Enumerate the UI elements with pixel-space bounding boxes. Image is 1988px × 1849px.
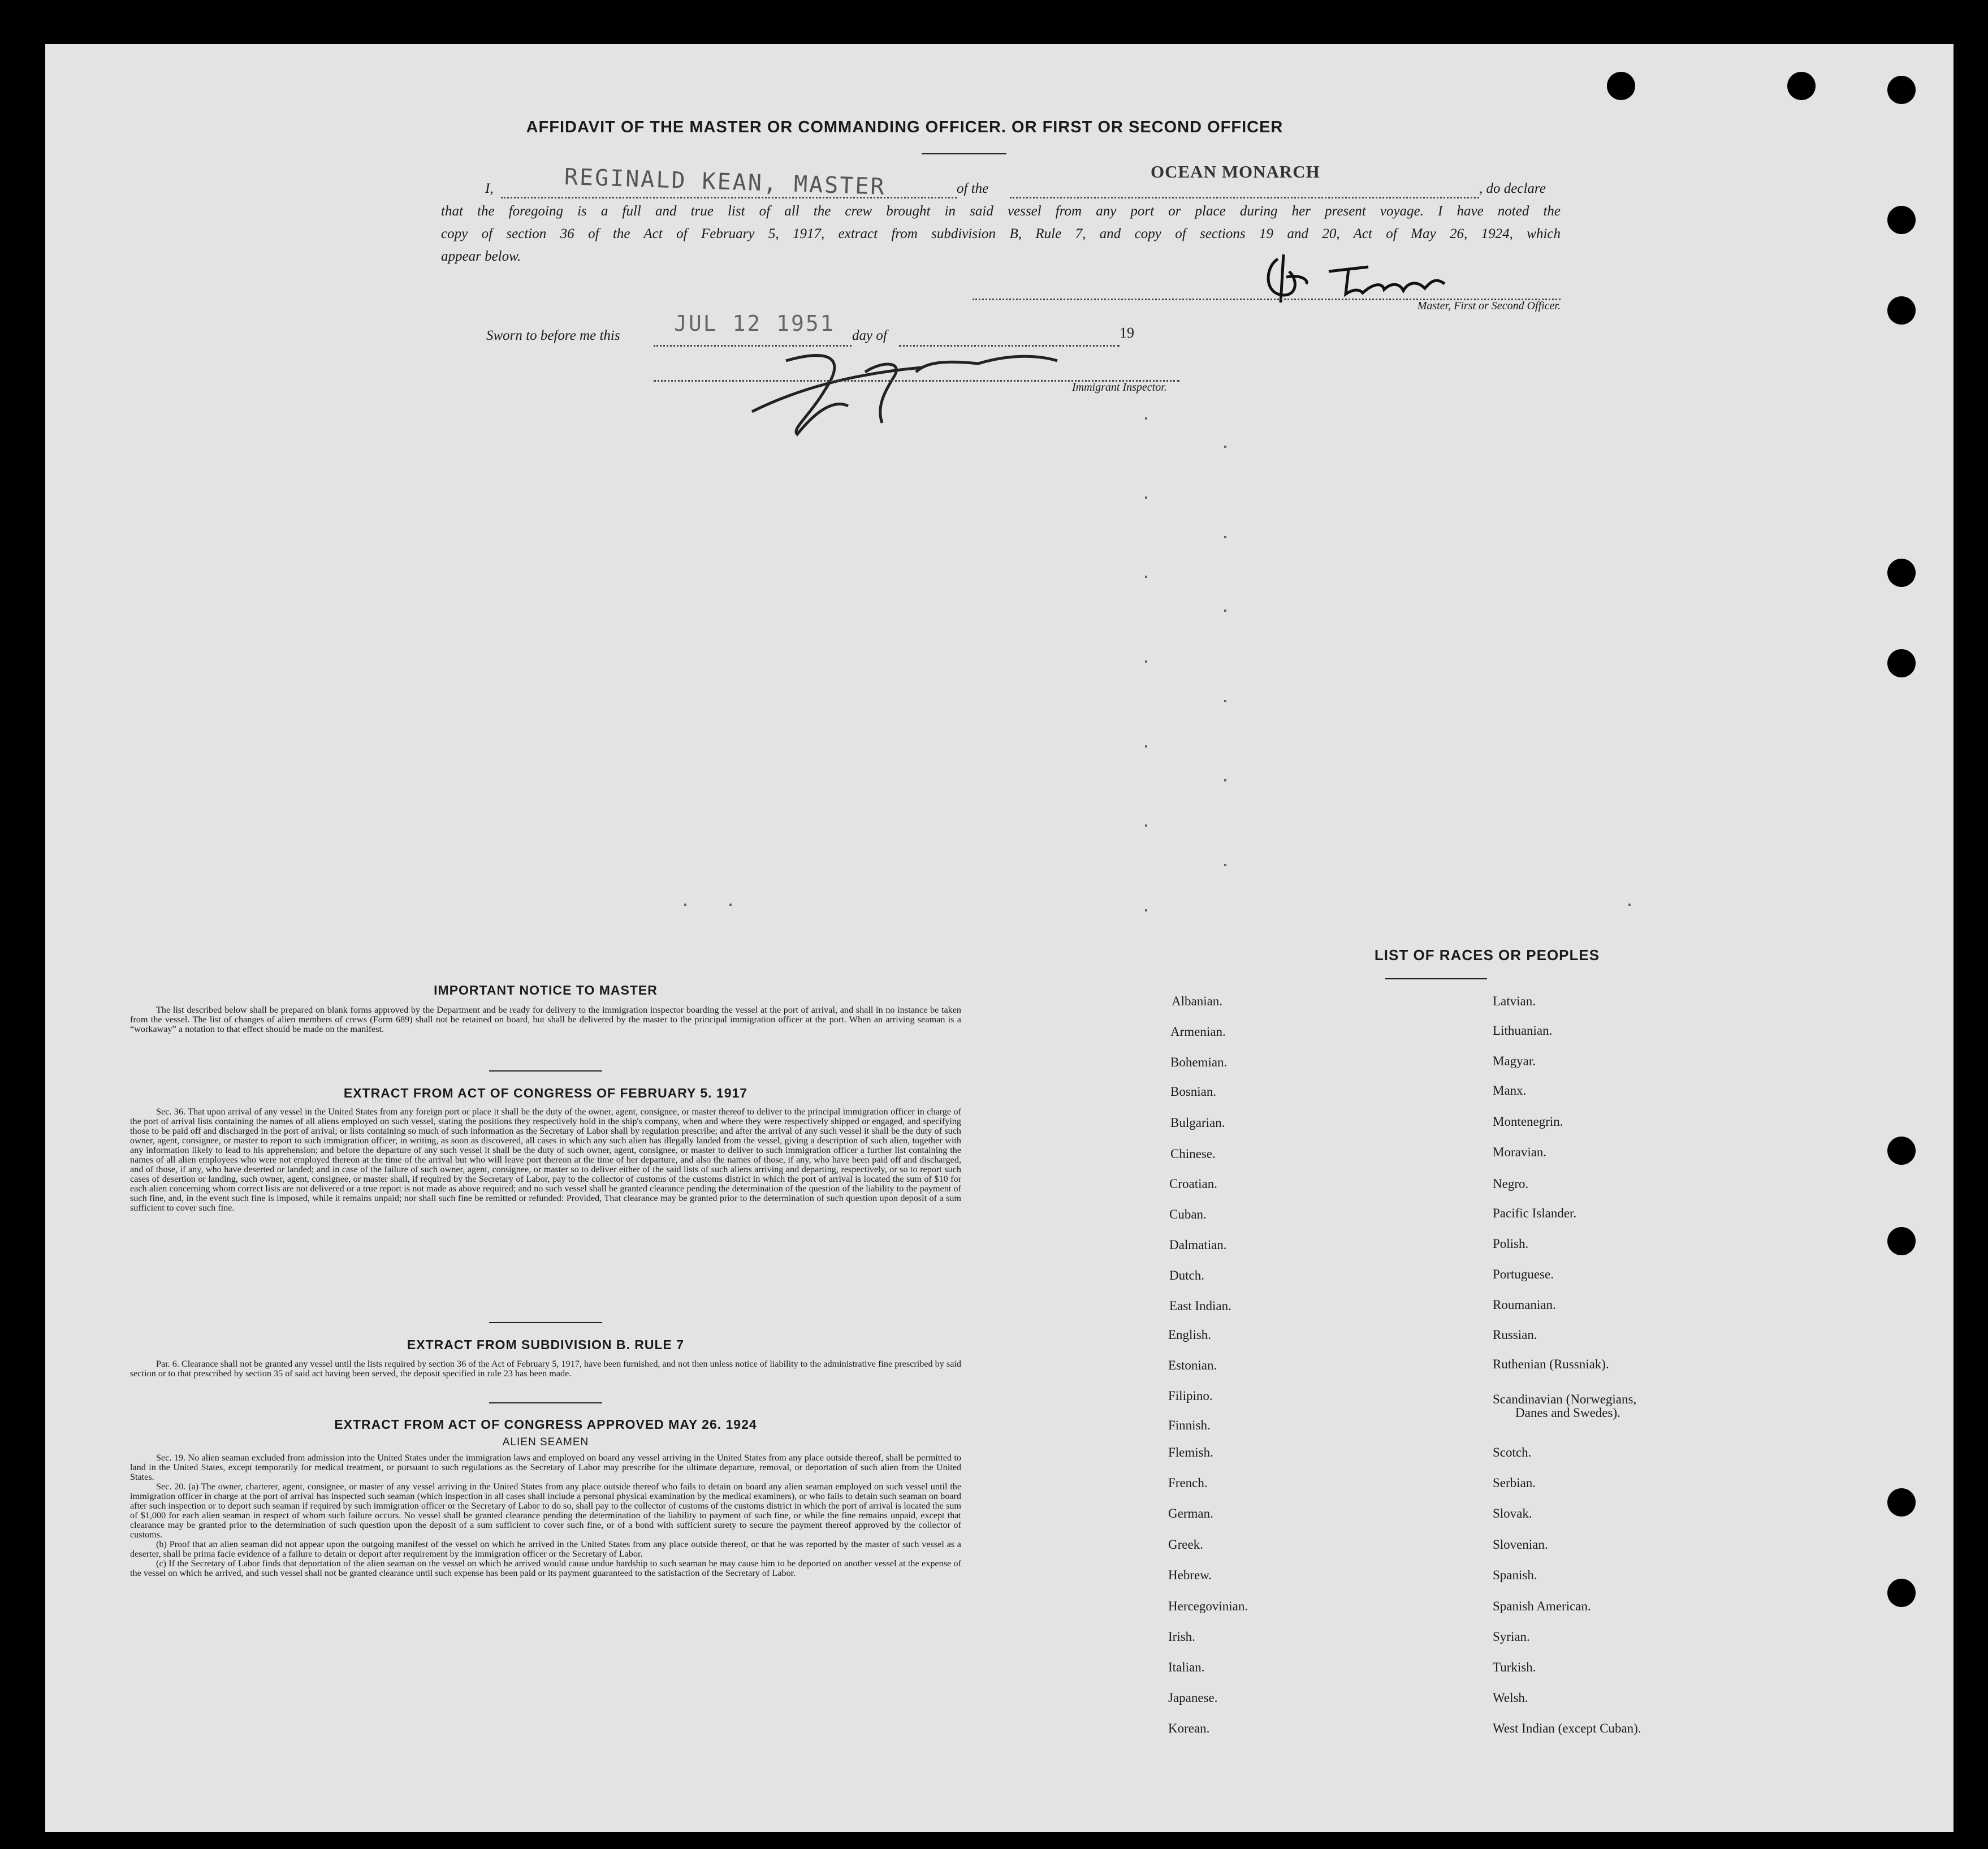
race-left-item: Irish. — [1168, 1630, 1195, 1644]
race-left-item: Bulgarian. — [1170, 1116, 1225, 1130]
race-left-item: Albanian. — [1172, 994, 1223, 1008]
race-left-item: Hercegovinian. — [1168, 1599, 1248, 1613]
race-right-item: Moravian. — [1493, 1145, 1547, 1159]
race-right-item: Scotch. — [1493, 1445, 1532, 1459]
bleed-dot — [1145, 660, 1147, 663]
vessel-dotline — [1010, 197, 1479, 198]
race-right-item: Portuguese. — [1493, 1267, 1554, 1281]
declaration-line-2: that the foregoing is a full and true list of all the crew brought in said vessel from any port or place during her present voyage. I have noted the — [441, 204, 1561, 219]
punch-hole — [1887, 1227, 1916, 1255]
bleed-dot — [1224, 446, 1226, 448]
races-title: LIST OF RACES OR PEOPLES — [1374, 947, 1600, 964]
race-left-item: French. — [1168, 1476, 1208, 1490]
race-left-item: English. — [1168, 1328, 1212, 1342]
master-name-stamp: REGINALD KEAN, MASTER — [564, 164, 887, 200]
extract-1917-divider — [489, 1322, 602, 1323]
race-right-item: Russian. — [1493, 1328, 1537, 1342]
race-left-item: Italian. — [1168, 1660, 1205, 1674]
race-right-item: Montenegrin. — [1493, 1114, 1563, 1129]
punch-hole — [1887, 649, 1916, 677]
race-right-item: Ruthenian (Russniak). — [1493, 1357, 1609, 1371]
extract-rule7-divider — [489, 1402, 602, 1403]
race-left-item: Cuban. — [1169, 1207, 1207, 1221]
punch-hole — [1887, 1488, 1916, 1517]
bleed-dot — [1145, 909, 1147, 911]
race-left-item: Bohemian. — [1170, 1055, 1228, 1069]
race-right-item: Welsh. — [1493, 1691, 1528, 1705]
of-the-label: of the — [957, 181, 989, 196]
race-left-item: German. — [1168, 1506, 1213, 1520]
race-right-item: Serbian. — [1493, 1476, 1536, 1490]
race-left-item: Filipino. — [1168, 1389, 1213, 1403]
bleed-dot — [1628, 904, 1631, 906]
sworn-label: Sworn to before me this — [486, 328, 620, 343]
race-left-item: Japanese. — [1168, 1691, 1218, 1705]
notice-title: IMPORTANT NOTICE TO MASTER — [434, 983, 658, 997]
race-right-item: Manx. — [1493, 1083, 1527, 1098]
i-label: I, — [485, 181, 494, 196]
race-left-item: Finnish. — [1168, 1418, 1211, 1432]
extract-1924-title: EXTRACT FROM ACT OF CONGRESS APPROVED MAY 26. 1924 — [334, 1417, 757, 1432]
race-left-item: Greek. — [1168, 1537, 1203, 1552]
race-right-item: Syrian. — [1493, 1630, 1530, 1644]
bleed-dot — [1224, 864, 1226, 866]
race-right-item: Lithuanian. — [1493, 1023, 1553, 1038]
race-right-item: Pacific Islander. — [1493, 1206, 1577, 1220]
race-right-item: Polish. — [1493, 1237, 1529, 1251]
race-left-item: Chinese. — [1170, 1147, 1216, 1161]
race-left-item: Dutch. — [1169, 1268, 1204, 1282]
race-left-item: Estonian. — [1168, 1358, 1217, 1372]
declaration-line-4: appear below. — [441, 249, 521, 264]
extract-rule7-title: EXTRACT FROM SUBDIVISION B. RULE 7 — [407, 1337, 685, 1352]
race-left-item: Croatian. — [1169, 1177, 1217, 1191]
extract-1924-subtitle: ALIEN SEAMEN — [502, 1436, 589, 1448]
sec-20a-text: Sec. 20. (a) The owner, charterer, agent, consignee, or master of any vessel arriving in the United States from any place outside thereof who fails to detain on board any alien seaman employed on such vessel until the immigration officer in charge at the port of arrival has inspected such seaman (which inspection in all cases shall include a personal physical examination by the medical examiners), or who fails to detain such seaman on board after such inspection or to deport such seaman if required by such immigration officer or the Secretary of Labor to do so, shall pay to the collector of customs of the customs district in which the port of arrival is located the sum of $1,000 for each alien seaman in respect of whom such failure occurs. No vessel shall be granted clearance pending the determination of the liability to payment of such fine, or while the fine remains unpaid, except that clearance may be granted prior to the determination of such question upon the deposit of a sum sufficient to cover such fine, or of a bond with sufficient surety to secure the payment thereof approved by the collector of customs. — [130, 1481, 961, 1540]
extract-1917-title: EXTRACT FROM ACT OF CONGRESS OF FEBRUARY 5. 1917 — [343, 1086, 748, 1100]
bleed-dot — [1145, 496, 1147, 499]
race-right-item: Negro. — [1493, 1177, 1529, 1191]
race-right-item: Magyar. — [1493, 1054, 1536, 1068]
bleed-dot — [1145, 745, 1147, 748]
inspector-signature — [741, 338, 1103, 451]
race-right-item: Latvian. — [1493, 994, 1536, 1008]
year-prefix: 19 — [1120, 325, 1134, 341]
punch-hole — [1607, 72, 1635, 100]
punch-hole — [1887, 76, 1916, 104]
punch-hole — [1787, 72, 1816, 100]
race-right-item: Slovak. — [1493, 1506, 1532, 1520]
bleed-dot — [1145, 576, 1147, 578]
race-right-item: Spanish American. — [1493, 1599, 1591, 1613]
vessel-name: OCEAN MONARCH — [1151, 162, 1320, 182]
bleed-dot — [1224, 536, 1226, 538]
affidavit-title: AFFIDAVIT OF THE MASTER OR COMMANDING OFFICER. OR FIRST OR SECOND OFFICER — [526, 118, 1283, 136]
race-right-item: Slovenian. — [1493, 1537, 1548, 1552]
punch-hole — [1887, 206, 1916, 234]
sec-19-text: Sec. 19. No alien seaman excluded from admission into the United States under the immigration laws and employed on board any vessel arriving in the United States from any place outside thereof, shall be permitted to land in the United States, except temporarily for medical treatment, or pursuant to such regulations as the Secretary of Labor may prescribe for the ultimate departure, removal, or deportation of such alien from the United States. — [130, 1453, 961, 1482]
sworn-date-stamp: JUL 12 1951 — [674, 311, 835, 336]
races-title-underline — [1385, 978, 1487, 979]
race-right-item: West Indian (except Cuban). — [1493, 1721, 1641, 1735]
sec-20b-text: (b) Proof that an alien seaman did not appear upon the outgoing manifest of the vessel on which he arrived in the United States from any place outside thereof, or that he was reported by the master of such vessel as a deserter, shall be prima facie evidence of a failure to detain or deport after requirement by the immigration officer or the Secretary of Labor. — [130, 1539, 961, 1559]
do-declare-label: , do declare — [1479, 181, 1546, 196]
bleed-dot — [1145, 417, 1147, 420]
race-left-item: Korean. — [1168, 1721, 1210, 1735]
punch-hole — [1887, 1579, 1916, 1607]
inspector-caption: Immigrant Inspector. — [1072, 381, 1167, 394]
race-left-item: Flemish. — [1168, 1445, 1213, 1459]
day-of-label: day of — [852, 328, 887, 343]
race-right-item: Roumanian. — [1493, 1298, 1556, 1312]
declaration-line-3: copy of section 36 of the Act of February 5, 1917, extract from subdivision B, Rule 7, and copy of sections 19 and 20, Act of May 26, 1924, which — [441, 226, 1561, 241]
master-caption: Master, First or Second Officer. — [1417, 300, 1561, 312]
punch-hole — [1887, 1137, 1916, 1165]
race-right-item: Turkish. — [1493, 1660, 1536, 1674]
race-left-item: Hebrew. — [1168, 1568, 1212, 1582]
race-right-item: Danes and Swedes). — [1515, 1406, 1620, 1420]
race-right-item: Spanish. — [1493, 1568, 1537, 1582]
bleed-dot — [1224, 610, 1226, 612]
paper-sheet — [45, 44, 1954, 1832]
race-left-item: Armenian. — [1170, 1025, 1226, 1039]
extract-rule7-body: Par. 6. Clearance shall not be granted any vessel until the lists required by section 36 of the Act of February 5, 1917, have been furnished, and not then unless notice of liability to the administrative fine prescribed by said section or to that prescribed by section 35 of said act having been served, the deposit specified in rule 23 has been made. — [130, 1359, 961, 1379]
extract-1917-body: Sec. 36. That upon arrival of any vessel in the United States from any foreign port or place it shall be the duty of the owner, agent, consignee, or master thereof to deliver to the principal immigration officer in charge of the port of arrival lists containing the names of all aliens employed on such vessel, stating the positions they respectively hold in the ship's company, when and where they were respectively shipped or engaged, and specifying those to be paid off and discharged in the port of arrival; or lists containing so much of such information as the Secretary of Labor shall by regulation prescribe; and after the arrival of any such vessel it shall be the duty of such owner, agent, consignee, or master to report to such immigration officer, in writing, as soon as discovered, all cases in which any such alien has illegally landed from the vessel, giving a description of such alien, together with any information likely to lead to his apprehension; and before the departure of any such vessel it shall be the duty of such owner, agent, consignee, or master to deliver to such immigration officer a further list containing the names of all alien employees who were not employed thereon at the time of the arrival but who will leave port thereon at the time of her departure, and also the names of those, if any, who have been paid off and discharged, and of those, if any, who have deserted or landed; and in case of the failure of such owner, agent, consignee, or master so to deliver either of the said lists of such aliens arriving and departing, respectively, or so to report such cases of desertion or landing, such owner, agent, consignee, or master shall, if required by the Secretary of Labor, pay to the collector of customs of the customs district in which the port of arrival is located the sum of $10 for each alien concerning whom correct lists are not delivered or a true report is not made as above required; and no such vessel shall be granted clearance pending the determination of the question of the liability to the payment of such fine, and, in the event such fine is imposed, while it remains unpaid; nor shall such fine be remitted or refunded: Provided, That clearance may be granted prior to the determination of such question upon deposit of a sum sufficient to cover such fine. — [130, 1107, 961, 1213]
bleed-dot — [729, 904, 732, 906]
bleed-dot — [1145, 824, 1147, 827]
race-left-item: Dalmatian. — [1169, 1238, 1227, 1252]
notice-body: The list described below shall be prepared on blank forms approved by the Department and be ready for delivery to the immigration inspector boarding the vessel at the port of arrival, and shall in no instance be taken from the vessel. The list of changes of alien members of crews (Form 689) shall not be retained on board, but shall be delivered by the master to the principal immigration officer at the port. When an arriving seaman is a “workaway” a notation to that effect should be made on the manifest. — [130, 1005, 961, 1034]
extract-1924-body — [130, 1453, 961, 1578]
name-dotline — [501, 197, 957, 198]
punch-hole — [1887, 296, 1916, 325]
bleed-dot — [1224, 700, 1226, 702]
bleed-dot — [1224, 779, 1226, 781]
punch-hole — [1887, 559, 1916, 587]
sec-20c-text: (c) If the Secretary of Labor finds that deportation of the alien seaman on the vessel on which he arrived would cause undue hardship to such seaman he may cause him to be deported on another vessel at the expense of the vessel on which he arrived, and such vessel shall not be granted clearance until such expense has been paid or its payment guaranteed to the satisfaction of the Secretary of Labor. — [130, 1558, 961, 1578]
race-left-item: East Indian. — [1169, 1299, 1231, 1313]
bleed-dot — [684, 904, 686, 906]
race-left-item: Bosnian. — [1170, 1085, 1217, 1099]
title-underline — [922, 153, 1006, 154]
race-right-item: Scandinavian (Norwegians, — [1493, 1392, 1637, 1406]
notice-divider — [489, 1070, 602, 1072]
